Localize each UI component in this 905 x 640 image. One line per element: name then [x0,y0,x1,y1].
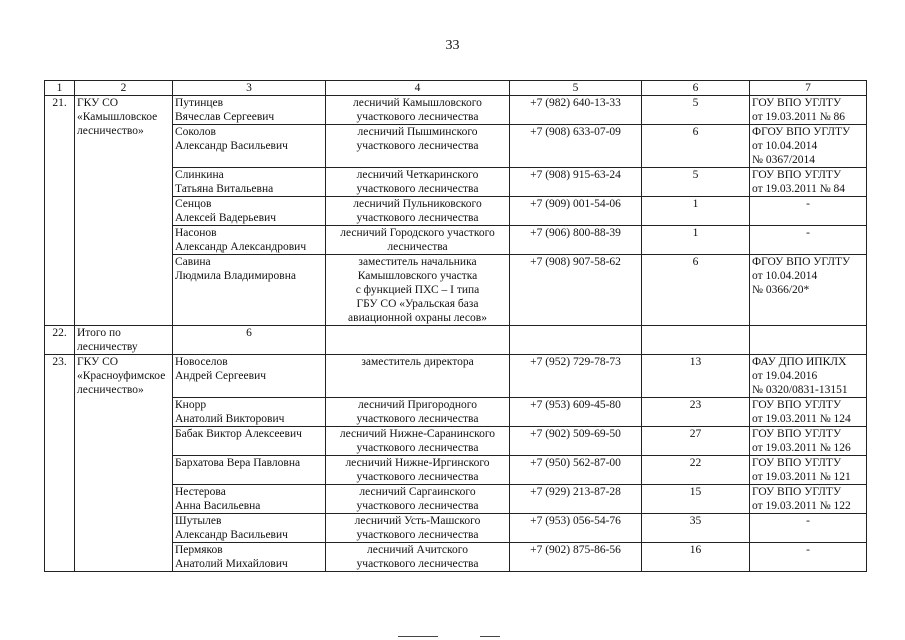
cell-text: лесничий Нижне-Саранинского [339,428,496,440]
cell-text: ГБУ СО «Уральская база [356,298,479,310]
cell-text: ГОУ ВПО УГЛТУ [752,486,842,498]
cell-text: участкового лесничества [356,442,479,454]
table-row [45,96,867,125]
staff-table [44,80,867,572]
cell-text: Анатолий Михайлович [175,558,288,570]
cell-text: лесничеству [77,341,138,353]
employee-phone: +7 (950) 562-87-00 [510,456,642,485]
cell-text: лесничий Усть-Машского [354,515,481,527]
cell-text: лесничий Нижне-Иргинского [345,457,490,469]
employee-name [173,427,326,456]
cell-text: Савина [175,256,211,268]
page-number: 33 [445,38,460,53]
cell-text: Андрей Сергеевич [175,370,267,382]
cell-text: заместитель начальника [358,256,477,268]
cell-text: от 19.04.2016 [752,370,818,382]
experience-years: 27 [642,427,750,456]
cell-text: Анна Васильевна [175,500,261,512]
cell-text: заместитель директора [361,356,474,368]
total-row [45,326,867,355]
education-cell [750,96,867,125]
education-cell [750,456,867,485]
education-cell [750,125,867,168]
experience-years: 23 [642,398,750,427]
experience-years: 15 [642,485,750,514]
header-cell: 6 [642,81,750,96]
cell-text: Александр Васильевич [175,529,288,541]
education-cell [750,485,867,514]
cell-text: ФАУ ДПО ИПКЛХ [752,356,847,368]
cell-text: лесничество» [77,125,144,137]
employee-phone: +7 (953) 056-54-76 [510,514,642,543]
header-cell: 5 [510,81,642,96]
employee-position [326,197,510,226]
cell-text: от 19.03.2011 № 84 [752,183,846,195]
cell-text: от 19.03.2011 № 126 [752,442,851,454]
cell-text: Камышловского участка [357,270,478,282]
experience-years: 13 [642,355,750,398]
cell-text: авиационной охраны лесов» [348,312,487,324]
cell-text: участкового лесничества [356,212,479,224]
header-cell: 3 [173,81,326,96]
cell-text: участкового лесничества [356,111,479,123]
cell-text: Итого по [77,327,121,339]
row-number: 23. [45,355,75,572]
employee-position [326,355,510,398]
cell-text: ГОУ ВПО УГЛТУ [752,457,842,469]
employee-position [326,427,510,456]
cell-text: участкового лесничества [356,413,479,425]
employee-phone: +7 (902) 509-69-50 [510,427,642,456]
empty-cell [750,326,867,355]
employee-name [173,226,326,255]
cell-text: участкового лесничества [356,183,479,195]
education-cell [750,427,867,456]
employee-position [326,226,510,255]
employee-phone: +7 (908) 907-58-62 [510,255,642,326]
experience-years: 5 [642,168,750,197]
employee-name [173,168,326,197]
cell-text: «Красноуфимское [77,370,166,382]
organization-cell [75,96,173,326]
employee-name [173,398,326,427]
education-cell [750,543,867,572]
cell-text: Новоселов [175,356,228,368]
table-header-row [45,81,867,96]
empty-cell [642,326,750,355]
experience-years: 5 [642,96,750,125]
employee-position [326,255,510,326]
row-number: 21. [45,96,75,326]
experience-years: 1 [642,226,750,255]
employee-name [173,96,326,125]
education-cell [750,197,867,226]
cell-text: от 19.03.2011 № 86 [752,111,846,123]
cell-text: от 10.04.2014 [752,270,818,282]
employee-position [326,514,510,543]
experience-years: 16 [642,543,750,572]
cell-text: лесничий Ачитского [367,544,468,556]
experience-years: 6 [642,125,750,168]
cell-text: ГОУ ВПО УГЛТУ [752,399,842,411]
cell-text: лесничий Городского участкого [340,227,495,239]
employee-name [173,255,326,326]
cell-text: Слинкина [175,169,224,181]
cell-text: лесничий Пышминского [357,126,478,138]
cell-text: лесничий Камышловского [353,97,482,109]
cell-text: участкового лесничества [356,558,479,570]
education-cell [750,514,867,543]
footer-line [480,636,500,637]
employee-position [326,398,510,427]
table-body [45,81,867,572]
cell-text: Путинцев [175,97,224,109]
cell-text: от 19.03.2011 № 122 [752,500,851,512]
cell-text: лесничий Пульниковского [353,198,482,210]
cell-text: Нестерова [175,486,226,498]
cell-text: участкового лесничества [356,529,479,541]
employee-position [326,125,510,168]
cell-text: Александр Александрович [175,241,307,253]
cell-text: Татьяна Витальевна [175,183,274,195]
cell-text: участкового лесничества [356,140,479,152]
cell-text: Пермяков [175,544,223,556]
cell-text: Кнорр [175,399,207,411]
cell-text: ГКУ СО [77,356,119,368]
cell-text: от 19.03.2011 № 121 [752,471,851,483]
cell-text: Сенцов [175,198,212,210]
row-number: 22. [45,326,75,355]
cell-text: - [806,515,810,527]
cell-text: ФГОУ ВПО УГЛТУ [752,256,851,268]
experience-years: 6 [642,255,750,326]
cell-text: участкового лесничества [356,500,479,512]
empty-cell [510,326,642,355]
employee-name [173,197,326,226]
cell-text: с функцией ПХС – I типа [355,284,480,296]
cell-text: Насонов [175,227,217,239]
cell-text: № 0367/2014 [752,154,816,166]
employee-phone: +7 (953) 609-45-80 [510,398,642,427]
employee-name [173,355,326,398]
cell-text: № 0320/0831-13151 [752,384,848,396]
employee-phone: +7 (908) 633-07-09 [510,125,642,168]
cell-text: «Камышловское [77,111,158,123]
education-cell [750,226,867,255]
cell-text: - [806,227,810,239]
table-row [45,355,867,398]
cell-text: лесничество» [77,384,144,396]
cell-text: Бархатова Вера Павловна [175,457,301,469]
cell-text: - [806,544,810,556]
cell-text: участкового лесничества [356,471,479,483]
cell-text: Александр Васильевич [175,140,288,152]
employee-phone: +7 (908) 915-63-24 [510,168,642,197]
cell-text: № 0366/20* [752,284,810,296]
header-cell: 4 [326,81,510,96]
cell-text: ГОУ ВПО УГЛТУ [752,428,842,440]
employee-position [326,543,510,572]
education-cell [750,355,867,398]
experience-years: 1 [642,197,750,226]
cell-text: лесничий Пригородного [357,399,477,411]
total-value: 6 [173,326,326,355]
cell-text: Бабак Виктор Алексеевич [175,428,302,440]
header-cell: 1 [45,81,75,96]
employee-name [173,485,326,514]
education-cell [750,255,867,326]
employee-phone: +7 (952) 729-78-73 [510,355,642,398]
header-cell: 7 [750,81,867,96]
employee-phone: +7 (982) 640-13-33 [510,96,642,125]
cell-text: Вячеслав Сергеевич [175,111,275,123]
empty-cell [326,326,510,355]
cell-text: Алексей Вадерьевич [175,212,277,224]
cell-text: Соколов [175,126,216,138]
cell-text: ГОУ ВПО УГЛТУ [752,169,842,181]
total-label [75,326,173,355]
employee-position [326,456,510,485]
employee-position [326,96,510,125]
cell-text: от 19.03.2011 № 124 [752,413,851,425]
cell-text: лесничий Четкаринского [356,169,479,181]
employee-phone: +7 (906) 800-88-39 [510,226,642,255]
employee-phone: +7 (929) 213-87-28 [510,485,642,514]
experience-years: 22 [642,456,750,485]
employee-name [173,543,326,572]
employee-phone: +7 (902) 875-86-56 [510,543,642,572]
employee-name [173,514,326,543]
cell-text: Людмила Владимировна [175,270,296,282]
employee-phone: +7 (909) 001-54-06 [510,197,642,226]
employee-name [173,125,326,168]
cell-text: Шутылев [175,515,222,527]
cell-text: ГОУ ВПО УГЛТУ [752,97,842,109]
organization-cell [75,355,173,572]
cell-text: от 10.04.2014 [752,140,818,152]
employee-position [326,485,510,514]
cell-text: лесничества [387,241,448,253]
cell-text: лесничий Саргаинского [359,486,476,498]
education-cell [750,398,867,427]
cell-text: - [806,198,810,210]
cell-text: ГКУ СО [77,97,119,109]
header-cell: 2 [75,81,173,96]
employee-name [173,456,326,485]
cell-text: Анатолий Викторович [175,413,285,425]
cell-text: ФГОУ ВПО УГЛТУ [752,126,851,138]
education-cell [750,168,867,197]
employee-position [326,168,510,197]
experience-years: 35 [642,514,750,543]
footer-line [398,636,438,637]
